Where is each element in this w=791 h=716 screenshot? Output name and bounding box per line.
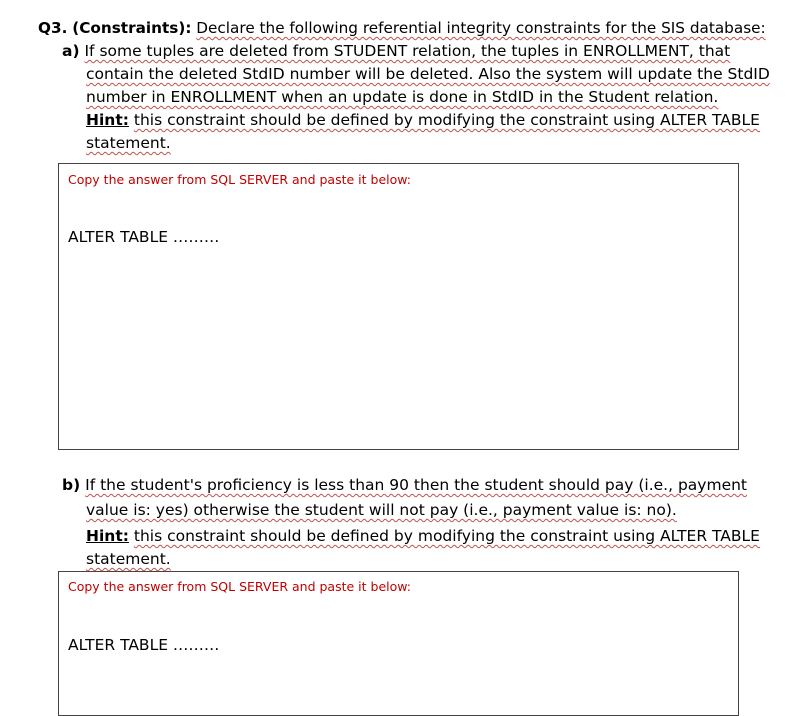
part-a-box-text: ALTER TABLE ……… <box>68 228 220 246</box>
part-a-hint-text: this constraint should be defined by modifying the constraint using ALTER TABLE <box>133 111 760 129</box>
part-a-line-3: number in ENROLLMENT when an update is done in StdID in the Student relation. <box>86 88 719 106</box>
part-b-hint-end: statement. <box>86 550 171 568</box>
q3-title: (Constraints): <box>72 19 192 37</box>
part-a-hint-end: statement. <box>86 134 171 152</box>
part-b-hint-text: this constraint should be defined by modifying the constraint using ALTER TABLE <box>133 527 760 545</box>
part-b-box-label: Copy the answer from SQL SERVER and paste it below: <box>68 579 412 594</box>
part-b-label: b) <box>62 476 81 494</box>
part-a-text-1: If some tuples are deleted from STUDENT relation, the tuples in ENROLLMENT, that <box>84 42 731 60</box>
part-a-box-label: Copy the answer from SQL SERVER and paste it below: <box>68 172 412 187</box>
part-a-hint <box>86 109 760 131</box>
part-b-line-2: value is: yes) otherwise the student will not pay (i.e., payment value is: no). <box>86 501 677 519</box>
part-a-hint-label: Hint: <box>86 111 129 129</box>
part-a-label: a) <box>62 42 80 60</box>
part-b-hint <box>86 525 760 547</box>
part-a-line-2: contain the deleted StdID number will be deleted. Also the system will update the StdID <box>86 65 770 83</box>
part-b-line-1 <box>62 474 747 496</box>
part-a-line-1 <box>62 40 730 62</box>
part-a-answer-box[interactable] <box>58 163 739 450</box>
q3-number: Q3. <box>38 19 68 37</box>
part-b-box-text: ALTER TABLE ……… <box>68 636 220 654</box>
q3-intro: Declare the following referential integrity constraints for the SIS database: <box>196 19 766 37</box>
part-b-hint-label: Hint: <box>86 527 129 545</box>
q3-heading <box>38 17 766 39</box>
part-b-text-1: If the student's proficiency is less than 90 then the student should pay (i.e., payment <box>85 476 748 494</box>
part-b-answer-box[interactable] <box>58 571 739 716</box>
